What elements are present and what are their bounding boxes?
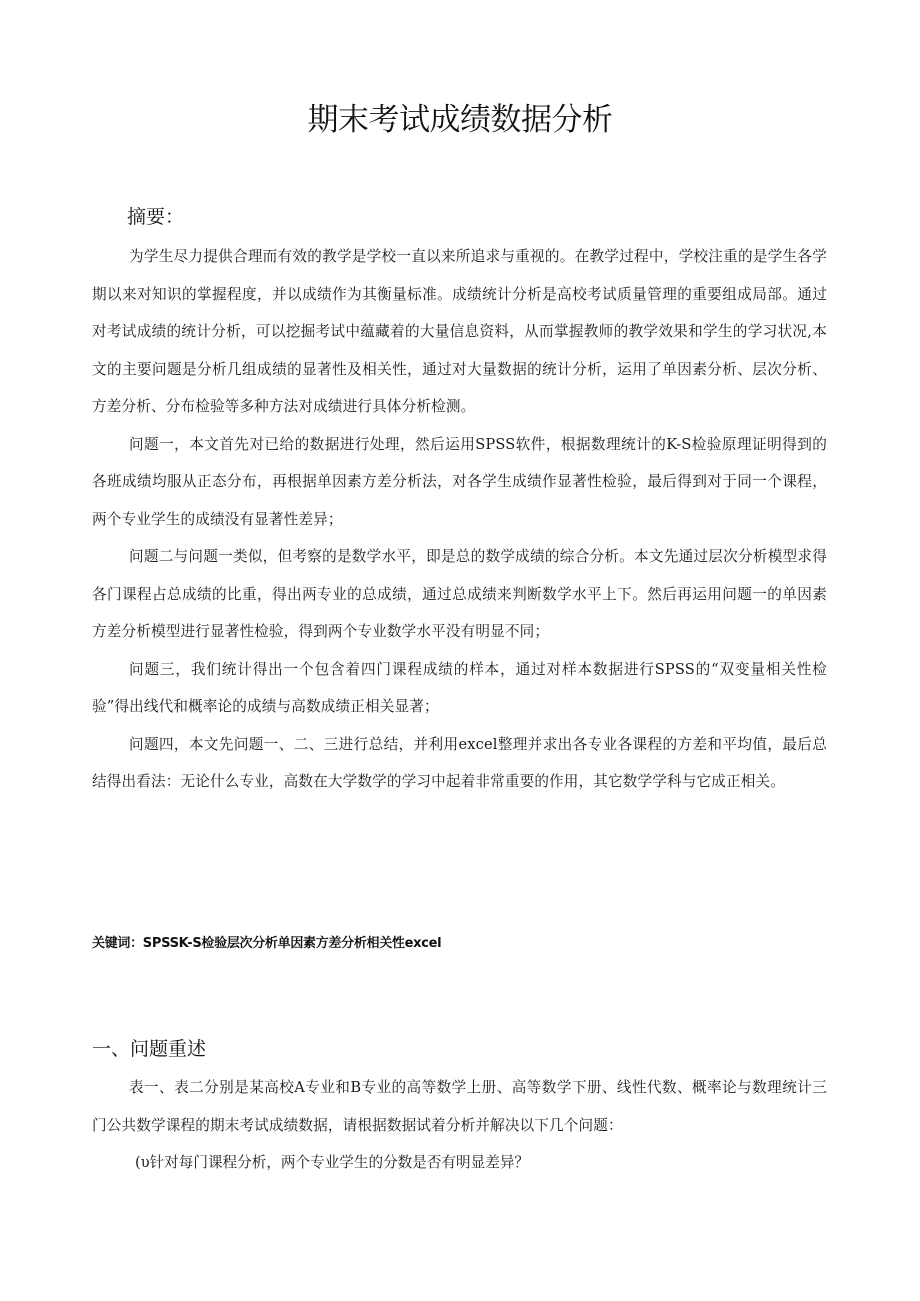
abstract-paragraph-problem-1: 问题一，本文首先对已给的数据进行处理，然后运用SPSS软件，根据数理统计的K-S检验原理证明得到的各班成绩均服从正态分布，再根据单因素方差分析法，对各学生成绩作显著性检验，最后得到对于同一个课程，两个专业学生的成绩没有显著性差异； (92, 435, 827, 528)
section-heading-problem-restatement: 一、问题重述 (92, 1038, 207, 1060)
abstract-paragraph-problem-4: 问题四，本文先问题一、二、三进行总结，并利用excel整理并求出各专业各课程的方差和平均值，最后总结得出看法：无论什么专业，高数在大学数学的学习中起着非常重要的作用，其它数学学科与它成正相关。 (92, 735, 827, 790)
problem-restatement-body (92, 1069, 827, 1144)
abstract-paragraph-problem-3: 问题三，我们统计得出一个包含着四门课程成绩的样本，通过对样本数据进行SPSS的“双变量相关性检验”得出线代和概率论的成绩与高数成绩正相关显著； (92, 660, 827, 715)
question-item-1: (υ针对每门课程分析，两个专业学生的分数是否有明显差异？ (135, 1154, 530, 1171)
keywords-line: 关键词：SPSSK-S检验层次分析单因素方差分析相关性excel (92, 936, 442, 951)
abstract-paragraph-problem-2: 问题二与问题一类似，但考察的是数学水平，即是总的数学成绩的综合分析。本文先通过层次分析模型求得各门课程占总成绩的比重，得出两专业的总成绩，通过总成绩来判断数学水平上下。然后再运用问题一的单因素方差分析模型进行显著性检验，得到两个专业数学水平没有明显不同； (92, 548, 827, 640)
abstract-body (92, 238, 827, 801)
abstract-heading: 摘要： (127, 206, 185, 228)
document-title: 期末考试成绩数据分析 (307, 102, 613, 138)
problem-restatement-paragraph: 表一、表二分别是某高校A专业和B专业的高等数学上册、高等数学下册、线性代数、概率论与数理统计三门公共数学课程的期末考试成绩数据，请根据数据试着分析并解决以下几个问题： (92, 1079, 827, 1134)
abstract-paragraph-intro: 为学生尽力提供合理而有效的教学是学校一直以来所追求与重视的。在教学过程中，学校注重的是学生各学期以来对知识的掌握程度，并以成绩作为其衡量标准。成绩统计分析是高校考试质量管理的重要组成局部。通过对考试成绩的统计分析，可以挖掘考试中蕴藏着的大量信息资料，从而掌握教师的教学效果和学生的学习状况,本文的主要问题是分析几组成绩的显著性及相关性，通过对大量数据的统计分析，运用了单因素分析、层次分析、方差分析、分布检验等多种方法对成绩进行具体分析检测。 (92, 248, 827, 415)
